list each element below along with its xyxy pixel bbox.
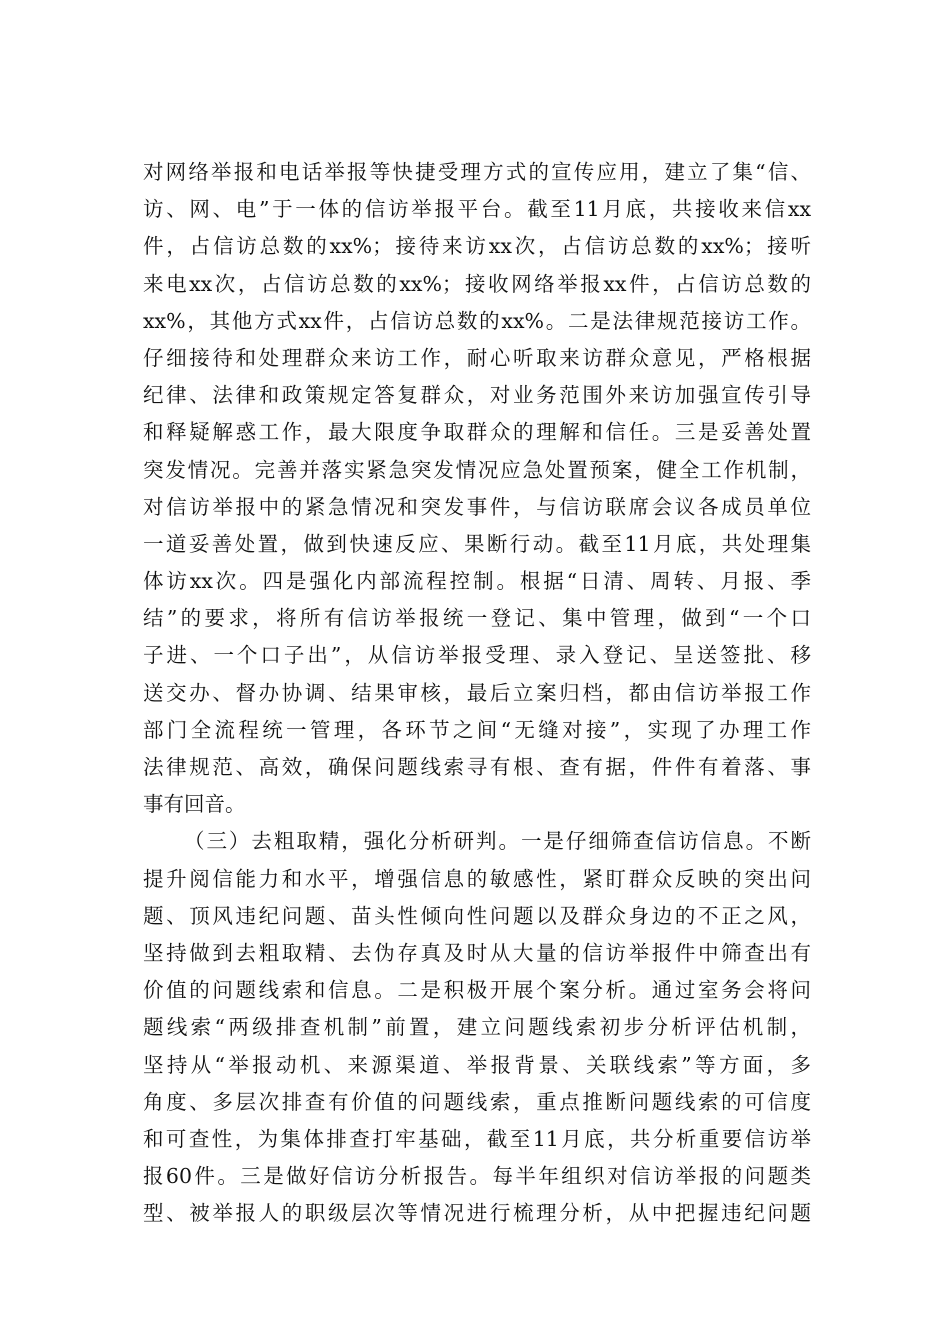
text-line — [143, 377, 811, 414]
line-text: 来电xx次，占信访总数的xx%；接收网络举报xx件，占信访总数的 — [143, 271, 811, 296]
line-text: （三）去粗取精，强化分析研判。一是仔细筛查信访信息。不断 — [184, 829, 811, 854]
line-text: 对信访举报中的紧急情况和突发事件，与信访联席会议各成员单位 — [143, 494, 811, 519]
text-line — [143, 526, 811, 563]
text-line — [143, 786, 811, 823]
paragraph-1 — [143, 154, 811, 823]
text-line — [143, 266, 811, 303]
text-line — [143, 191, 811, 228]
line-text: 突发情况。完善并落实紧急突发情况应急处置预案，健全工作机制， — [143, 457, 811, 482]
text-line — [143, 1158, 811, 1195]
line-text: 仔细接待和处理群众来访工作，耐心听取来访群众意见，严格根据 — [143, 345, 811, 370]
text-line — [143, 1084, 811, 1121]
line-text: 题、顶风违纪问题、苗头性倾向性问题以及群众身边的不正之风， — [143, 903, 811, 928]
line-text: 和释疑解惑工作，最大限度争取群众的理解和信任。三是妥善处置 — [143, 420, 811, 445]
line-text: 纪律、法律和政策规定答复群众，对业务范围外来访加强宣传引导 — [143, 383, 811, 408]
line-text: 访、网、电”于一体的信访举报平台。截至11月底，共接收来信xx — [143, 197, 811, 222]
text-line — [143, 972, 811, 1009]
text-line — [143, 452, 811, 489]
text-line — [143, 1121, 811, 1158]
text-line — [143, 489, 811, 526]
text-line — [143, 1047, 811, 1084]
text-line — [143, 600, 811, 637]
text-line — [143, 228, 811, 265]
line-text: 坚持从“举报动机、来源渠道、举报背景、关联线索”等方面，多 — [143, 1052, 811, 1077]
line-text: 子进、一个口子出”，从信访举报受理、录入登记、呈送签批、移 — [143, 643, 811, 668]
line-text: xx%，其他方式xx件，占信访总数的xx%。二是法律规范接访工作。 — [143, 308, 811, 333]
line-text: 法律规范、高效，确保问题线索寻有根、查有据，件件有着落、事 — [143, 755, 811, 779]
text-line — [143, 637, 811, 674]
text-line — [143, 303, 811, 340]
text-line — [143, 340, 811, 377]
line-text: 事有回音。 — [143, 792, 246, 817]
line-text: 角度、多层次排查有价值的问题线索，重点推断问题线索的可信度 — [143, 1089, 811, 1114]
line-text: 和可查性，为集体排查打牢基础，截至11月底，共分析重要信访举 — [143, 1126, 811, 1151]
text-line — [143, 898, 811, 935]
document-body — [143, 154, 811, 1232]
text-line — [143, 414, 811, 451]
line-text: 型、被举报人的职级层次等情况进行梳理分析，从中把握违纪问题 — [143, 1201, 811, 1226]
text-line — [143, 1195, 811, 1232]
line-text: 坚持做到去粗取精、去伪存真及时从大量的信访举报件中筛查出有 — [143, 940, 811, 965]
line-text: 题线索“两级排查机制”前置，建立问题线索初步分析评估机制， — [143, 1015, 811, 1040]
line-text: 部门全流程统一管理，各环节之间“无缝对接”，实现了办理工作 — [143, 717, 811, 742]
line-text: 价值的问题线索和信息。二是积极开展个案分析。通过室务会将问 — [143, 978, 811, 1003]
text-line — [143, 154, 811, 191]
line-text: 提升阅信能力和水平，增强信息的敏感性，紧盯群众反映的突出问 — [143, 866, 811, 891]
line-text: 件，占信访总数的xx%；接待来访xx次，占信访总数的xx%；接听 — [143, 234, 811, 259]
line-text: 体访xx次。四是强化内部流程控制。根据“日清、周转、月报、季 — [143, 569, 811, 594]
text-line — [143, 823, 811, 860]
line-text: 一道妥善处置，做到快速反应、果断行动。截至11月底，共处理集 — [143, 531, 811, 556]
text-line — [143, 1009, 811, 1046]
text-line — [143, 861, 811, 898]
text-line — [143, 675, 811, 712]
text-line — [143, 712, 811, 749]
line-text: 对网络举报和电话举报等快捷受理方式的宣传应用，建立了集“信、 — [143, 160, 811, 184]
line-text: 报60件。三是做好信访分析报告。每半年组织对信访举报的问题类 — [143, 1164, 811, 1189]
text-line — [143, 749, 811, 786]
line-text: 送交办、督办协调、结果审核，最后立案归档，都由信访举报工作 — [143, 680, 811, 705]
text-line — [143, 563, 811, 600]
line-text: 结”的要求，将所有信访举报统一登记、集中管理，做到“一个口 — [143, 606, 811, 631]
text-line — [143, 935, 811, 972]
paragraph-2 — [143, 823, 811, 1232]
